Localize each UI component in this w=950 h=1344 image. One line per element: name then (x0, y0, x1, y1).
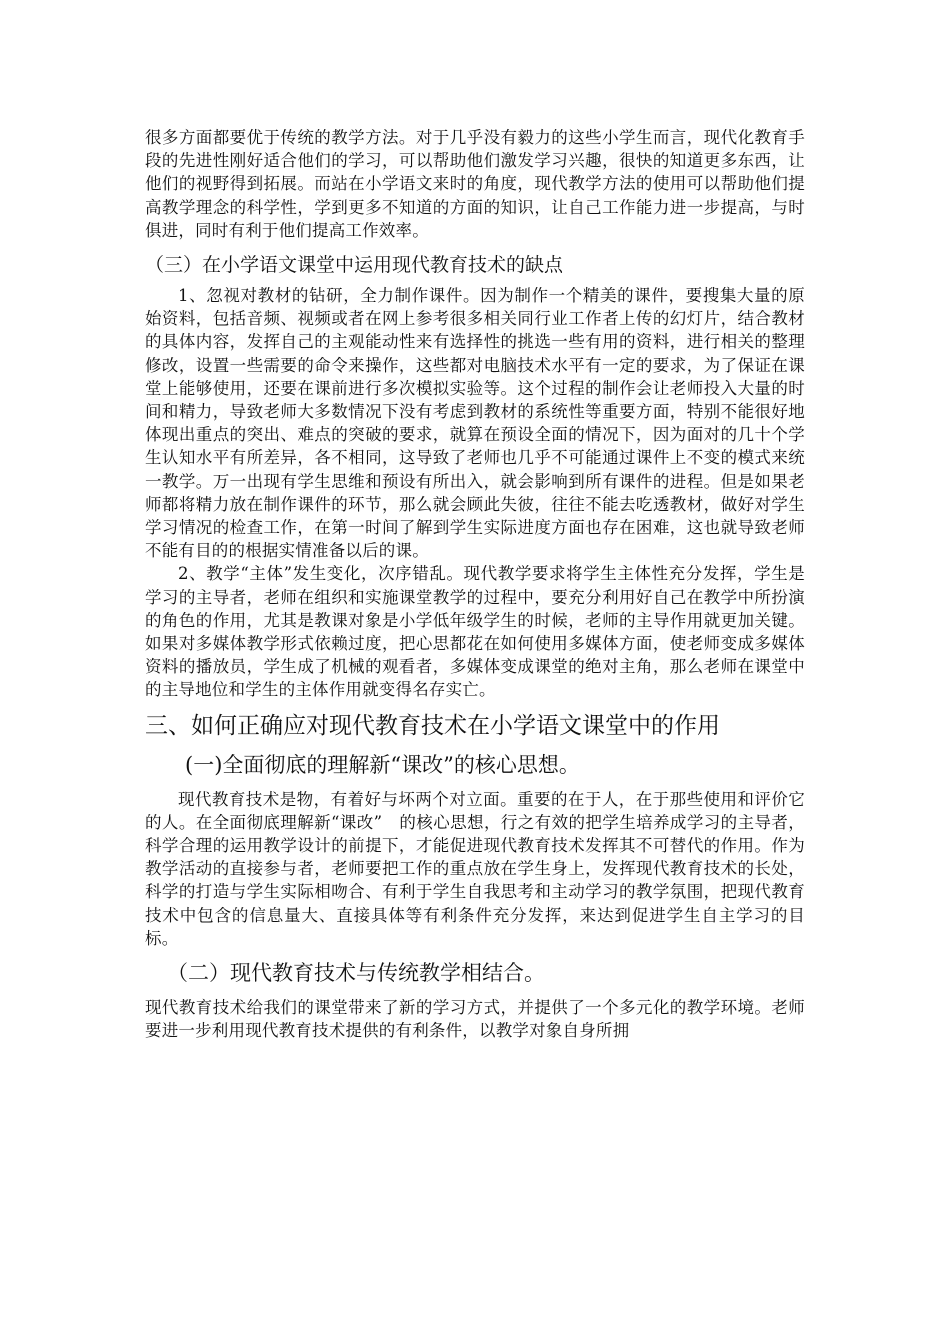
paragraph-subsection-1: 现代教育技术是物，有着好与坏两个对立面。重要的在于人，在于那些使用和评价它的人。在全面彻底理解新“课改” 的核心思想，行之有效的把学生培养成学习的主导者，科学合理的运用教学设计的前提下，才能促进现代教育技术发挥其不可替代的作用。作为教学活动的直接参与者，老师要把工作的重点放在学生身上，发挥现代教育技术的长处，科学的打造与学生实际相吻合、有利于学生自我思考和主动学习的教学氛围，把现代教育技术中包含的信息量大、直接具体等有利条件充分发挥，来达到促进学生自主学习的目标。 (145, 789, 805, 948)
paragraph-intro: 很多方面都要优于传统的教学方法。对于几乎没有毅力的这些小学生而言，现代化教育手段的先进性刚好适合他们的学习，可以帮助他们激发学习兴趣，很快的知道更多东西，让他们的视野得到拓展。而站在小学语文来时的角度，现代教学方法的使用可以帮助他们提高教学理念的科学性，学到更多不知道的方面的知识，让自己工作能力进一步提高，与时俱进，同时有利于他们提高工作效率。 (145, 128, 805, 240)
heading-subsection-2: （二）现代教育技术与传统教学相结合。 (167, 961, 545, 986)
paragraph-subsection-2: 现代教育技术给我们的课堂带来了新的学习方式，并提供了一个多元化的教学环境。老师要进一步利用现代教育技术提供的有利条件，以教学对象自身所拥 (145, 998, 805, 1041)
heading-disadvantages: （三）在小学语文课堂中运用现代教育技术的缺点 (145, 254, 564, 277)
paragraph-point-2: 2、教学“主体”发生变化，次序错乱。现代教学要求将学生主体性充分发挥，学生是学习的主导者，老师在组织和实施课堂教学的过程中，要充分利用好自己在教学中所扮演的角色的作用，尤其是教课对象是小学低年级学生的时候，老师的主导作用就更加关键。如果对多媒体教学形式依赖过度，把心思都花在如何使用多媒体方面，使老师变成多媒体资料的播放员，学生成了机械的观看者，多媒体变成课堂的绝对主角，那么老师在课堂中的主导地位和学生的主体作用就变得名存实亡。 (145, 564, 805, 700)
document-body (145, 126, 805, 1043)
heading-section-3: 三、如何正确应对现代教育技术在小学语文课堂中的作用 (145, 712, 720, 739)
heading-subsection-1: (一)全面彻底的理解新“课改”的核心思想。 (185, 752, 580, 777)
paragraph-point-1: 1、忽视对教材的钻研，全力制作课件。因为制作一个精美的课件，要搜集大量的原始资料，包括音频、视频或者在网上参考很多相关同行业工作者上传的幻灯片，结合教材的具体内容，发挥自己的主观能动性来有选择性的挑选一些有用的资料，进行相关的整理修改，设置一些需要的命令来操作，这些都对电脑技术水平有一定的要求，为了保证在课堂上能够使用，还要在课前进行多次模拟实验等。这个过程的制作会让老师投入大量的时间和精力，导致老师大多数情况下没有考虑到教材的系统性等重要方面，特别不能很好地体现出重点的突出、难点的突破的要求，就算在预设全面的情况下，因为面对的几十个学生认知水平有所差异，各不相同，这导致了老师也几乎不可能通过课件上不变的模式来统一教学。万一出现有学生思维和预设有所出入，就会影响到所有课件的进程。但是如果老师都将精力放在制作课件的环节，那么就会顾此失彼，往往不能去吃透教材，做好对学生学习情况的检查工作，在第一时间了解到学生实际进度方面也存在困难，这也就导致老师不能有目的的根据实情准备以后的课。 (145, 286, 805, 561)
